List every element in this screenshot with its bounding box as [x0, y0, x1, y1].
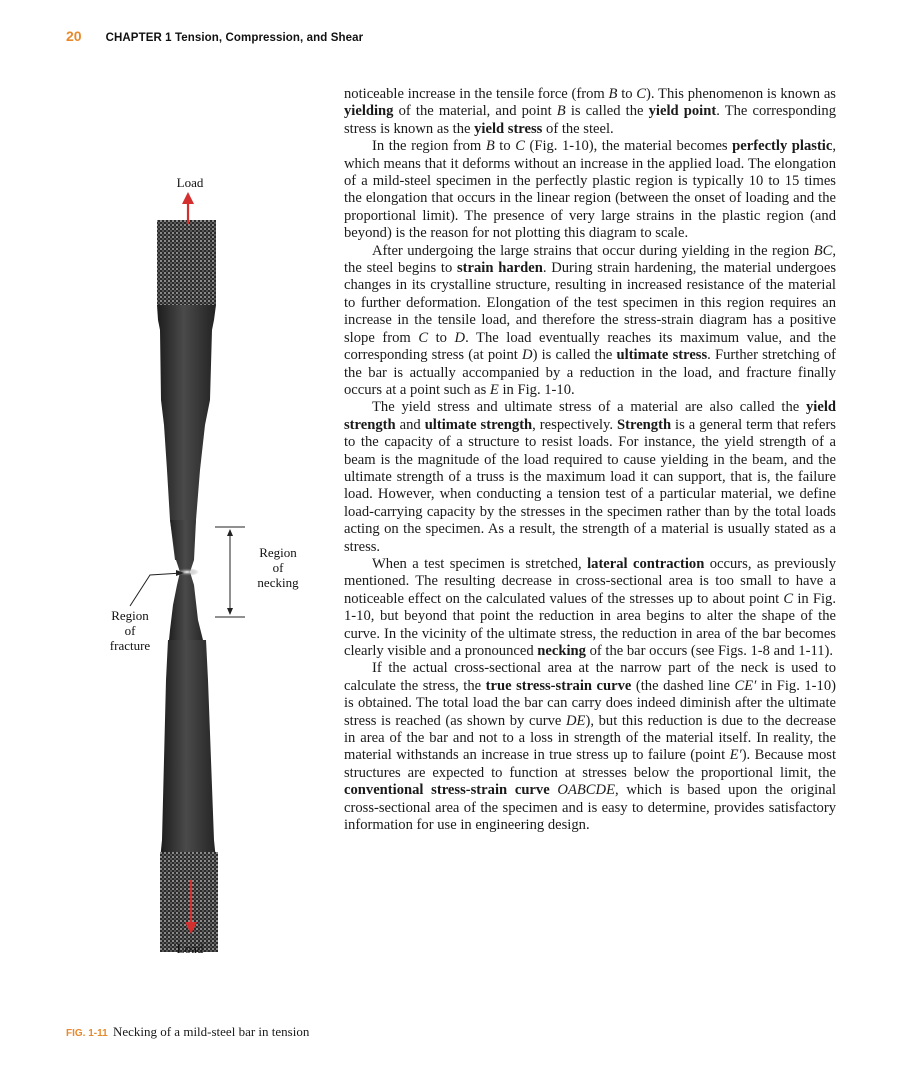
label-necking-line-3: necking	[257, 575, 299, 590]
italic-symbol: OABCDE	[557, 782, 615, 799]
text-run: of the material, and point	[393, 103, 557, 120]
italic-symbol: B	[485, 138, 495, 155]
bold-term: yield stress	[474, 120, 543, 137]
figure-caption-text: Necking of a mild-steel bar in tension	[112, 1024, 310, 1039]
text-run: occurs, as previously mentioned. The resulting decrease in cross-sectional area is too small to have a noticeable effect on the calculated values of the stresses up to about point	[344, 555, 837, 607]
bold-term: Strength	[617, 416, 672, 433]
figure-caption	[66, 1024, 326, 1042]
text-run: in Fig. 1-10.	[498, 381, 575, 398]
necking-dimension	[215, 527, 245, 617]
page-number: 20	[66, 28, 82, 44]
italic-symbol: CE′	[734, 677, 757, 694]
text-run: to	[428, 329, 455, 346]
text-run: (Fig. 1-10), the material becomes	[524, 138, 733, 155]
label-fracture-line-3: fracture	[109, 638, 151, 653]
italic-symbol: D	[454, 329, 466, 346]
italic-symbol: E′	[729, 747, 742, 764]
bold-term: ultimate strength	[424, 416, 533, 433]
figure-1-11	[0, 0, 330, 1065]
necked-region	[168, 520, 206, 650]
text-run: (the dashed line	[631, 677, 735, 694]
text-run: is called the	[565, 103, 649, 120]
paragraph	[344, 86, 836, 138]
text-run: . The corresponding stress is known as the	[344, 103, 837, 137]
text-run: noticeable increase in the tensile force (from	[344, 86, 609, 102]
paragraph	[344, 556, 836, 660]
text-run: is a general term that refers to the capacity of a structure to resist loads. For instance, the yield strength of a beam is the magnitude of the load required to cause yielding in the beam, and the ultimate strength of a truss is the maximum load it can support, that is, the failure load. However, when conducting a tension test of a particular material, we define load-carrying capacity by the stresses in the specimen rather than by the total loads acting on the specimen. As a result, the strength of a material is usually stated as a stress.	[344, 416, 836, 555]
text-run: . Further stretching of the bar is actually accompanied by a reduction in the load, and fracture finally occurs at a point such as	[344, 347, 837, 398]
text-run: The yield stress and ultimate stress of a material are also called the	[372, 399, 806, 416]
bold-term: true stress-strain curve	[485, 677, 632, 694]
text-run: ). Because most structures are expected to function at stresses below the proportional limit, the	[344, 747, 836, 781]
paragraph	[344, 138, 836, 242]
label-load-top: Load	[176, 175, 204, 190]
label-fracture-line-1: Region	[111, 608, 149, 623]
text-run: . During strain hardening, the material undergoes changes in its crystalline structure, resulting in increased resistance of the material to further deformation. Elongation of the test specimen in this region requires an increase in the tensile load, and therefore the stress-strain diagram has a positive slope from	[344, 260, 836, 346]
text-run: ) is called the	[532, 347, 617, 364]
text-run: If the actual cross-sectional area at the narrow part of the neck is used to calculate the stress, the	[344, 660, 836, 694]
text-run: to	[494, 138, 516, 155]
text-run: of the steel.	[542, 120, 614, 137]
text-run: ). This phenomenon is known as	[646, 86, 836, 102]
text-run: and	[395, 416, 425, 433]
italic-symbol: C	[418, 329, 429, 346]
bold-term: yield strength	[344, 399, 836, 433]
italic-symbol: C	[515, 138, 525, 155]
text-run: to	[617, 86, 637, 102]
text-run: , the steel begins to	[344, 242, 836, 277]
paragraph	[344, 660, 836, 834]
label-fracture	[100, 608, 160, 653]
label-fracture-line-2: of	[124, 623, 136, 638]
italic-symbol: B	[556, 103, 566, 120]
bold-term: strain harden	[456, 260, 543, 277]
paragraph	[344, 243, 836, 400]
chapter-title: CHAPTER 1 Tension, Compression, and Shear	[105, 32, 364, 44]
bold-term: yield point	[648, 103, 717, 120]
bold-term: perfectly plastic	[732, 138, 833, 155]
text-run: After undergoing the large strains that occur during yielding in the region	[372, 242, 814, 259]
load-arrow-top	[182, 192, 194, 224]
italic-symbol: B	[608, 86, 618, 102]
label-necking	[248, 545, 308, 590]
text-run: , respectively.	[532, 416, 617, 433]
paragraph	[344, 399, 836, 556]
text-run: ), but this reduction is due to the decrease in area of the bar and not to a loss in strength of the material itself. In reality, the material withstands an increase in true stress up to failure (point	[344, 712, 836, 764]
text-run: , which is based upon the original cross-sectional area of the specimen and is easy to determine, provides satisfactory information for use in engineering design.	[344, 782, 836, 834]
italic-symbol: D	[522, 347, 533, 364]
text-run: in Fig. 1-10, but beyond that point the reduction in area begins to alter the shape of the curve. In the vicinity of the ultimate stress, the reduction in area of the bar becomes clearly visible and a pronounced	[344, 590, 836, 659]
upper-grip	[157, 220, 216, 560]
text-run: . The load eventually reaches its maximum value, and the corresponding stress (at point	[344, 329, 836, 364]
italic-symbol: C	[636, 86, 647, 102]
body-text	[344, 86, 836, 834]
bold-term: lateral contraction	[587, 555, 705, 572]
italic-symbol: C	[783, 590, 794, 607]
text-run: of the bar occurs (see Figs. 1-8 and 1-11).	[585, 643, 834, 659]
lower-grip	[160, 640, 218, 952]
italic-symbol: DE	[566, 712, 586, 729]
text-run: , which means that it deforms without an increase in the applied load. The elongation of a mild-steel specimen in the perfectly plastic region is typically 10 to 15 times the elongation that occurs in the linear region (between the onset of loading and the proportional limit). The presence of very large strains in the plastic region (and beyond) is the reason for not plotting this diagram to scale.	[344, 138, 836, 242]
italic-symbol: BC	[813, 242, 833, 259]
bold-term: ultimate stress	[616, 347, 708, 364]
label-load-bottom: Load	[176, 941, 204, 956]
text-run: in Fig. 1-10) is obtained. The total load the bar can carry does indeed diminish after the ultimate stress is reached (as shown by curve	[344, 677, 836, 729]
specimen-photo	[0, 0, 330, 1065]
bold-term: necking	[537, 643, 586, 659]
label-necking-line-1: Region	[259, 545, 297, 560]
bold-term: yielding	[344, 103, 394, 120]
bold-term: conventional stress-strain curve	[344, 782, 550, 799]
label-necking-line-2: of	[272, 560, 284, 575]
text-run: When a test specimen is stretched,	[372, 555, 588, 572]
italic-symbol: E	[489, 381, 499, 398]
text-run: In the region from	[372, 138, 486, 155]
figure-number: FIG. 1-11	[66, 1028, 108, 1039]
